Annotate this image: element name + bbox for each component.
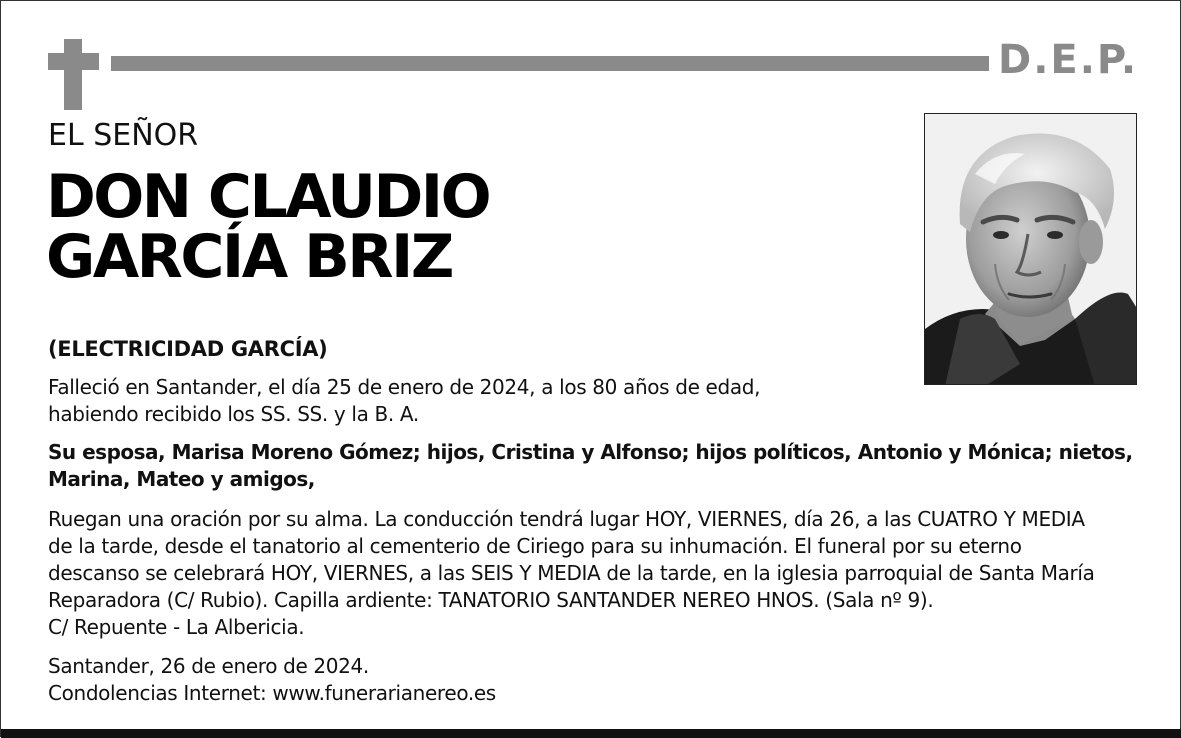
dep-label: D.E.P. bbox=[998, 37, 1139, 83]
portrait-photo bbox=[924, 113, 1137, 385]
ceremony-line: Reparadora (C/ Rubio). Capilla ardiente: TANATORIO SANTANDER NEREO HNOS. (Sala nº 9). bbox=[48, 588, 934, 612]
death-notice-line: Falleció en Santander, el día 25 de enero de 2024, a los 80 años de edad, bbox=[48, 375, 761, 399]
ceremony-line: Ruegan una oración por su alma. La conducción tendrá lugar HOY, VIERNES, día 26, a las CUATRO Y MEDIA bbox=[48, 507, 1085, 531]
ceremony-line: descanso se celebrará HOY, VIERNES, a las SEIS Y MEDIA de la tarde, en la iglesia parroquial de Santa María bbox=[48, 561, 1095, 585]
closing-date: Santander, 26 de enero de 2024. bbox=[48, 654, 369, 678]
family-line: Su esposa, Marisa Moreno Gómez; hijos, Cristina y Alfonso; hijos políticos, Antonio y Mónica; nietos, bbox=[48, 440, 1133, 464]
header-rule bbox=[111, 56, 989, 71]
honorific-prefix: EL SEÑOR bbox=[48, 118, 199, 153]
portrait-illustration bbox=[925, 114, 1137, 385]
company-name: (ELECTRICIDAD GARCÍA) bbox=[48, 337, 328, 361]
death-notice bbox=[48, 374, 760, 428]
ceremony-line: de la tarde, desde el tanatorio al cementerio de Ciriego para su inhumación. El funeral por su eterno bbox=[48, 534, 1022, 558]
family-list bbox=[48, 439, 1133, 493]
closing-block bbox=[48, 653, 496, 707]
ceremony-details bbox=[48, 506, 1095, 641]
ceremony-line: C/ Repuente - La Albericia. bbox=[48, 615, 305, 639]
deceased-name bbox=[46, 162, 490, 292]
name-line-2: GARCÍA BRIZ bbox=[46, 222, 452, 292]
family-line: Marina, Mateo y amigos, bbox=[48, 467, 315, 491]
condolences-line: Condolencias Internet: www.funerarianereo.es bbox=[48, 681, 496, 705]
death-notice-line: habiendo recibido los SS. SS. y la B. A. bbox=[48, 402, 419, 426]
name-line-1: DON CLAUDIO bbox=[46, 162, 490, 232]
